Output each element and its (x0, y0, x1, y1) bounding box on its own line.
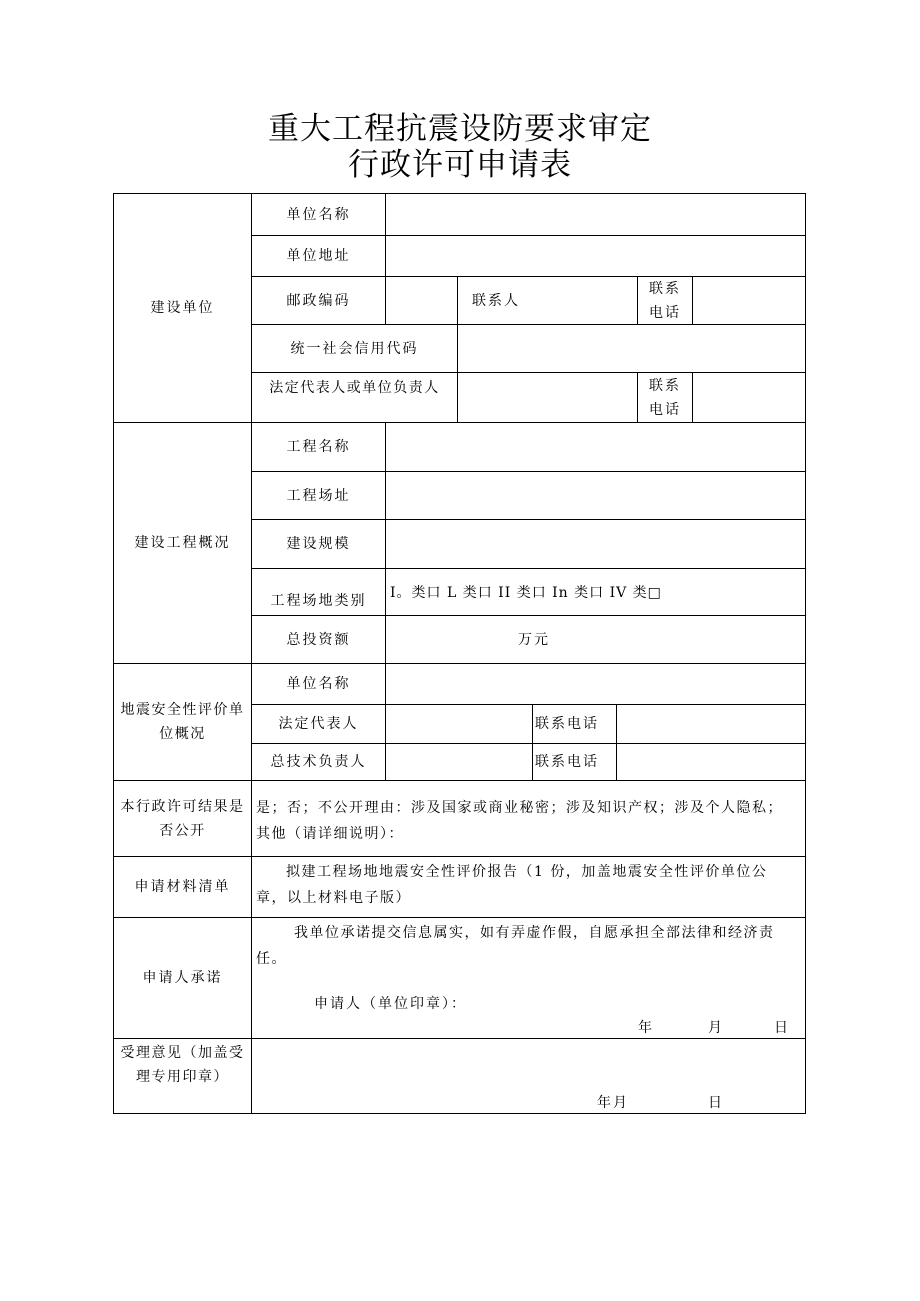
eval-unit-name-label: 单位名称 (251, 663, 386, 705)
project-name-label: 工程名称 (251, 422, 386, 472)
tech-lead-field[interactable] (385, 743, 533, 781)
commitment-day: 日 (774, 1020, 790, 1036)
contact-phone-label: 联系电话 (637, 276, 693, 325)
public-disclosure-label: 本行政许可结果是否公开 (113, 780, 252, 857)
form-title-line2: 行政许可申请表 (348, 147, 572, 183)
commitment-month: 月 (708, 1020, 724, 1036)
legal-rep-field[interactable] (457, 372, 638, 423)
commitment-cell (251, 917, 806, 1039)
public-disclosure-options: 是；否；不公开理由：涉及国家或商业秘密；涉及知识产权；涉及个人隐私；其他（请详细说明）： (256, 800, 783, 842)
commitment-content: 我单位承诺提交信息属实，如有弄虚作假，自愿承担全部法律和经济责任。 (256, 925, 775, 967)
commitment-year: 年 (638, 1020, 654, 1036)
eval-legal-rep-field[interactable] (385, 704, 533, 744)
eval-legal-rep-label: 法定代表人 (251, 704, 386, 744)
materials-content: 拟建工程场地地震安全性评价报告（1 份，加盖地震安全性评价单位公章，以上材料电子版） (256, 864, 768, 906)
site-category-label: 工程场地类别 (251, 568, 386, 616)
construction-unit-section-label: 建设单位 (113, 193, 252, 423)
project-name-field[interactable] (385, 422, 806, 472)
eval-legal-rep-phone-label: 联系电话 (532, 704, 617, 744)
unit-address-label: 单位地址 (251, 235, 386, 277)
legal-rep-phone-field[interactable] (692, 372, 806, 423)
unit-name-field[interactable] (385, 193, 806, 236)
form-title-line1: 重大工程抗震设防要求审定 (268, 111, 652, 147)
commitment-label: 申请人承诺 (113, 917, 252, 1039)
evaluation-unit-section-label: 地震安全性评价单位概况 (113, 663, 252, 781)
eval-legal-rep-phone-field[interactable] (616, 704, 806, 744)
project-site-label: 工程场址 (251, 471, 386, 520)
acceptance-cell[interactable] (251, 1038, 806, 1114)
investment-label: 总投资额 (251, 615, 386, 664)
acceptance-label: 受理意见（加盖受理专用印章） (113, 1038, 252, 1114)
credit-code-label: 统一社会信用代码 (251, 324, 458, 373)
eval-unit-name-field[interactable] (385, 663, 806, 705)
tech-lead-phone-field[interactable] (616, 743, 806, 781)
acceptance-year-month: 年月 (597, 1095, 629, 1111)
postal-code-label: 邮政编码 (251, 276, 386, 325)
project-overview-section-label: 建设工程概况 (113, 422, 252, 664)
unit-address-field[interactable] (385, 235, 806, 277)
project-site-field[interactable] (385, 471, 806, 520)
applicant-seal-label: 申请人（单位印章）： (314, 996, 467, 1012)
legal-rep-label: 法定代表人或单位负责人 (251, 372, 458, 423)
legal-rep-phone-label: 联系电话 (637, 372, 693, 423)
acceptance-day: 日 (708, 1095, 724, 1111)
investment-field[interactable] (385, 615, 806, 664)
unit-name-label: 单位名称 (251, 193, 386, 236)
construction-scale-label: 建设规模 (251, 519, 386, 569)
tech-lead-phone-label: 联系电话 (532, 743, 617, 781)
construction-scale-field[interactable] (385, 519, 806, 569)
materials-label: 申请材料清单 (113, 856, 252, 918)
postal-code-field[interactable] (385, 276, 458, 325)
public-disclosure-cell[interactable] (251, 780, 806, 857)
site-category-options[interactable]: I。类口 L 类口 II 类口 In 类口 IV 类□ (385, 568, 806, 616)
materials-cell (251, 856, 806, 918)
contact-phone-field[interactable] (692, 276, 806, 325)
tech-lead-label: 总技术负责人 (251, 743, 386, 781)
contact-person-label: 联系人 (457, 276, 638, 325)
credit-code-field[interactable] (457, 324, 806, 373)
investment-unit: 万元 (518, 631, 550, 648)
